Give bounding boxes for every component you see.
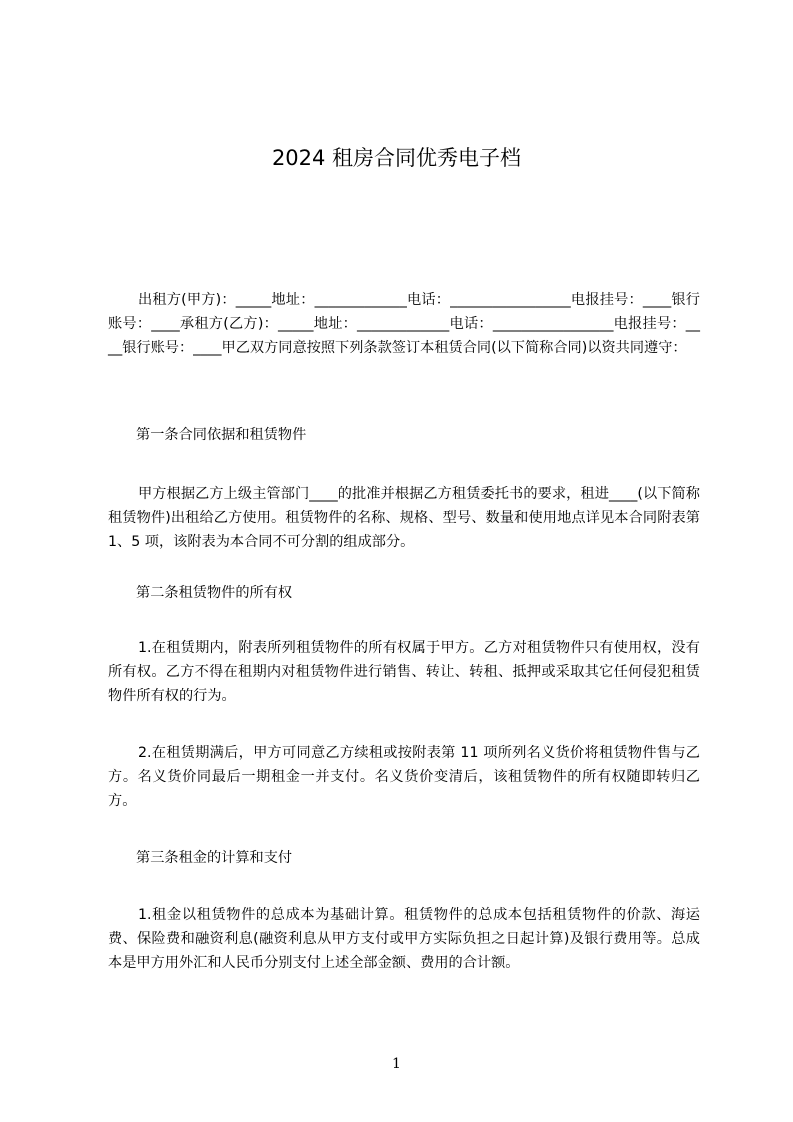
article-2-paragraph-2: 2.在租赁期满后，甲方可同意乙方续租或按附表第 11 项所列名义货价将租赁物件售与乙方。名义货价同最后一期租金一并支付。名义货价变清后，该租赁物件的所有权随即转归乙方。 bbox=[108, 745, 700, 809]
article-3-paragraph-1: 1.租金以租赁物件的总成本为基础计算。租赁物件的总成本包括租赁物件的价款、海运费、保险费和融资利息(融资利息从甲方支付或甲方实际负担之日起计算)及银行费用等。总成本是甲方用外汇和人民币分别支付上述全部金额、费用的合计额。 bbox=[108, 907, 700, 971]
page-number: 1 bbox=[392, 1056, 401, 1072]
article-1-paragraph: 甲方根据乙方上级主管部门____的批准并根据乙方租赁委托书的要求，租进____(以下简称租赁物件)出租给乙方使用。租赁物件的名称、规格、型号、数量和使用地点详见本合同附表第 1、5 项，该附表为本合同不可分割的组成部分。 bbox=[108, 486, 700, 550]
intro-paragraph: 出租方(甲方)：_____地址：_____________电话：_________________电报挂号：____银行账号：____承租方(乙方)：_____地址：_____________电话：_________________电报挂号：____银行账号：____甲乙双方同意按照下列条款签订本租赁合同(以下简称合同)以资共同遵守： bbox=[108, 292, 700, 356]
article-1-heading: 第一条合同依据和租赁物件 bbox=[136, 427, 307, 443]
article-2-paragraph-1: 1.在租赁期内，附表所列租赁物件的所有权属于甲方。乙方对租赁物件只有使用权，没有所有权。乙方不得在租期内对租赁物件进行销售、转让、转租、抵押或采取其它任何侵犯租赁物件所有权的行为。 bbox=[108, 640, 700, 704]
article-2-heading: 第二条租赁物件的所有权 bbox=[136, 585, 293, 601]
document-title: 2024 租房合同优秀电子档 bbox=[271, 146, 522, 170]
article-3-heading: 第三条租金的计算和支付 bbox=[136, 850, 293, 866]
